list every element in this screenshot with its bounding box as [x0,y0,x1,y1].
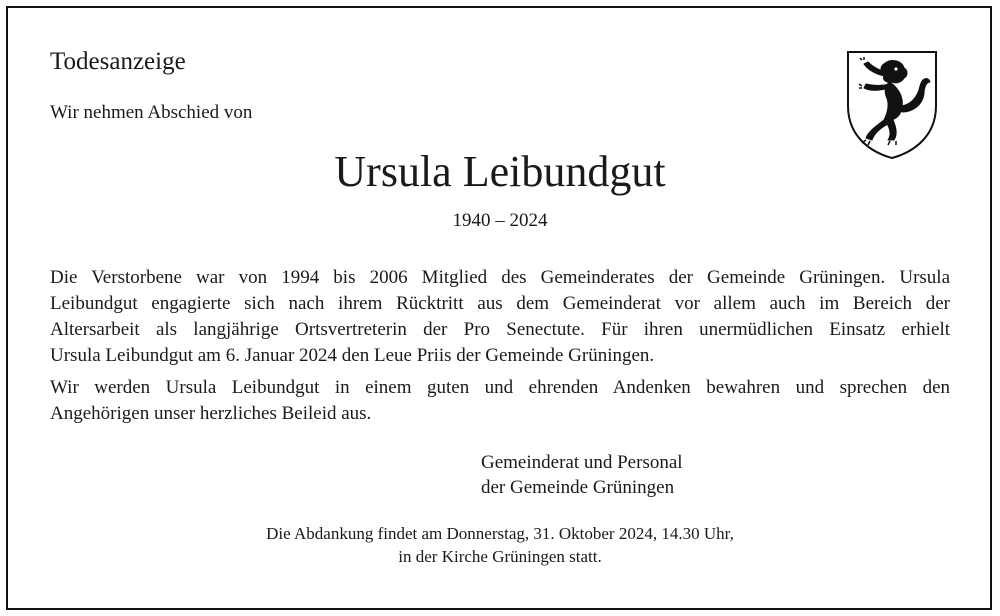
ceremony-line: Die Abdankung findet am Donnerstag, 31. Oktober 2024, 14.30 Uhr, [266,524,734,543]
tribute-paragraph [50,265,950,369]
paragraph-line: Leibundgut engagierte sich nach ihrem Rücktritt aus dem Gemeinderat vor allem auch im Bereich der [50,293,950,314]
paragraph-line: Angehörigen unser herzliches Beileid aus. [50,403,372,424]
signature-block [481,450,683,500]
ceremony-info [0,522,1000,568]
paragraph-line: Wir werden Ursula Leibundgut in einem guten und ehrenden Andenken bewahren und sprechen den [50,377,950,398]
condolence-paragraph [50,375,950,427]
lion-coat-of-arms-icon [844,48,940,160]
ceremony-line: in der Kirche Grüningen statt. [398,547,602,566]
paragraph-line: Ursula Leibundgut am 6. Januar 2024 den Leue Priis der Gemeinde Grüningen. [50,345,655,366]
notice-heading: Todesanzeige [50,48,186,75]
life-dates: 1940 – 2024 [452,210,548,231]
deceased-name: Ursula Leibundgut [334,147,666,196]
paragraph-line: Die Verstorbene war von 1994 bis 2006 Mitglied des Gemeinderates der Gemeinde Grüningen. Ursula [50,267,950,288]
paragraph-line: Altersarbeit als langjährige Ortsvertreterin der Pro Senectute. Für ihren unermüdlichen Einsatz erhielt [50,319,950,340]
signature-line: Gemeinderat und Personal [481,452,683,473]
signature-line: der Gemeinde Grüningen [481,477,675,498]
intro-line: Wir nehmen Abschied von [50,102,253,123]
